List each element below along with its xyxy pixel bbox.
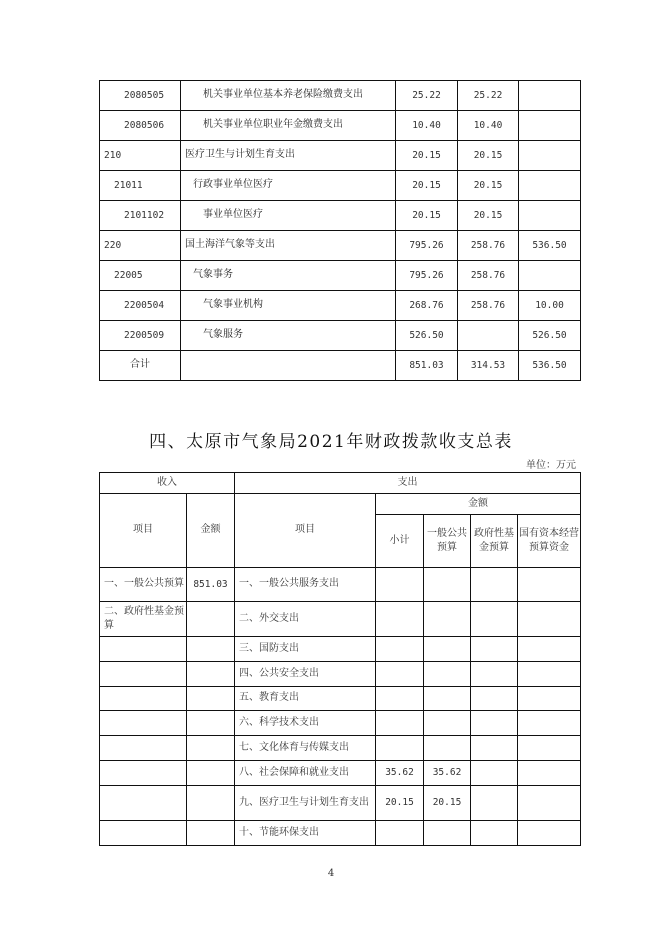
total-name [181,351,396,381]
row-code: 21011 [100,171,181,201]
row-total: 268.76 [396,291,458,321]
row-total: 20.15 [396,141,458,171]
row-total: 795.26 [396,261,458,291]
expense-fund [471,662,518,687]
income-item [100,786,187,821]
table-row [100,261,581,291]
table-row [100,81,581,111]
table-row [100,171,581,201]
header-expense: 支出 [235,473,581,494]
expense-item: 三、国防支出 [235,637,376,662]
fiscal-summary-table [99,472,581,846]
income-amount [187,602,235,637]
expense-item: 一、一般公共服务支出 [235,568,376,602]
row-basic: 10.40 [458,111,519,141]
row-code: 2080505 [100,81,181,111]
expense-fund [471,687,518,711]
expense-subtotal [376,662,424,687]
expense-general [424,637,471,662]
expense-general [424,662,471,687]
income-item [100,761,187,786]
income-item [100,687,187,711]
income-amount [187,736,235,761]
expense-general [424,736,471,761]
expense-general [424,821,471,846]
table-row [100,568,581,602]
table-row [100,602,581,637]
income-item [100,736,187,761]
expense-general [424,711,471,736]
table-row [100,637,581,662]
expense-capital [518,786,581,821]
expense-subtotal [376,687,424,711]
table-row [100,201,581,231]
expenditure-detail-table [99,80,581,381]
table-row [100,687,581,711]
expense-general: 35.62 [424,761,471,786]
expense-subtotal [376,821,424,846]
income-amount [187,761,235,786]
table-row [100,662,581,687]
expense-item: 十、节能环保支出 [235,821,376,846]
table-row [100,231,581,261]
expense-item: 二、外交支出 [235,602,376,637]
expense-capital [518,662,581,687]
row-name: 气象事务 [181,261,396,291]
expense-general [424,568,471,602]
income-amount: 851.03 [187,568,235,602]
header-income-amount: 金额 [187,494,235,568]
expense-fund [471,786,518,821]
total-project: 536.50 [519,351,581,381]
income-item [100,821,187,846]
row-project [519,201,581,231]
row-project [519,261,581,291]
expense-item: 五、教育支出 [235,687,376,711]
header-gov-fund: 政府性基金预算 [471,515,518,568]
row-name: 机关事业单位职业年金缴费支出 [181,111,396,141]
income-amount [187,786,235,821]
header-state-capital: 国有资本经营预算资金 [518,515,581,568]
total-row [100,351,581,381]
row-basic: 258.76 [458,261,519,291]
header-expense-amount: 金额 [376,494,581,515]
table-row [100,821,581,846]
row-total: 795.26 [396,231,458,261]
row-total: 10.40 [396,111,458,141]
expense-capital [518,602,581,637]
expense-capital [518,736,581,761]
expense-subtotal [376,568,424,602]
expense-fund [471,602,518,637]
expense-subtotal [376,711,424,736]
row-name: 国土海洋气象等支出 [181,231,396,261]
row-code: 2200509 [100,321,181,351]
row-basic: 258.76 [458,231,519,261]
income-item: 二、政府性基金预算 [100,602,187,637]
row-code: 2200504 [100,291,181,321]
expense-capital [518,687,581,711]
expense-item: 九、医疗卫生与计划生育支出 [235,786,376,821]
table-row [100,291,581,321]
row-project [519,81,581,111]
expense-capital [518,761,581,786]
row-code: 22005 [100,261,181,291]
expense-general [424,602,471,637]
header-income: 收入 [100,473,235,494]
expense-capital [518,637,581,662]
page-number: 4 [327,868,335,879]
expense-item: 八、社会保障和就业支出 [235,761,376,786]
header-expense-item: 项目 [235,494,376,568]
expense-subtotal [376,602,424,637]
row-code: 2080506 [100,111,181,141]
income-item: 一、一般公共预算 [100,568,187,602]
row-total: 526.50 [396,321,458,351]
table-row [100,321,581,351]
expense-fund [471,821,518,846]
row-project: 10.00 [519,291,581,321]
expense-fund [471,711,518,736]
expense-subtotal: 35.62 [376,761,424,786]
row-total: 25.22 [396,81,458,111]
table-row [100,141,581,171]
expense-subtotal: 20.15 [376,786,424,821]
income-amount [187,687,235,711]
expense-fund [471,761,518,786]
row-project [519,141,581,171]
expense-capital [518,711,581,736]
row-project [519,111,581,141]
header-income-item: 项目 [100,494,187,568]
expense-subtotal [376,637,424,662]
row-basic: 20.15 [458,141,519,171]
expense-item: 四、公共安全支出 [235,662,376,687]
row-code: 220 [100,231,181,261]
row-total: 20.15 [396,171,458,201]
row-total: 20.15 [396,201,458,231]
expense-fund [471,637,518,662]
income-item [100,662,187,687]
row-name: 事业单位医疗 [181,201,396,231]
income-amount [187,821,235,846]
row-basic: 20.15 [458,171,519,201]
row-name: 机关事业单位基本养老保险缴费支出 [181,81,396,111]
income-amount [187,711,235,736]
table-row [100,736,581,761]
row-name: 医疗卫生与计划生育支出 [181,141,396,171]
row-project: 526.50 [519,321,581,351]
row-basic: 25.22 [458,81,519,111]
expense-fund [471,568,518,602]
total-basic: 314.53 [458,351,519,381]
expense-capital [518,568,581,602]
header-subtotal: 小计 [376,515,424,568]
row-project [519,171,581,201]
expense-item: 七、文化体育与传媒支出 [235,736,376,761]
row-basic: 20.15 [458,201,519,231]
row-basic: 258.76 [458,291,519,321]
total-sum: 851.03 [396,351,458,381]
table-row [100,761,581,786]
unit-label: 单位：万元 [526,460,576,471]
expense-general: 20.15 [424,786,471,821]
expense-subtotal [376,736,424,761]
expense-capital [518,821,581,846]
income-item [100,637,187,662]
row-code: 2101102 [100,201,181,231]
expense-item: 六、科学技术支出 [235,711,376,736]
expense-fund [471,736,518,761]
income-amount [187,637,235,662]
income-amount [187,662,235,687]
header-general-budget: 一般公共预算 [424,515,471,568]
table-row [100,711,581,736]
row-project: 536.50 [519,231,581,261]
section-title: 四、太原市气象局2021年财政拨款收支总表 [149,432,513,452]
table-row [100,786,581,821]
table-row [100,111,581,141]
row-code: 210 [100,141,181,171]
income-item [100,711,187,736]
row-basic [458,321,519,351]
row-name: 行政事业单位医疗 [181,171,396,201]
total-label: 合计 [100,351,181,381]
row-name: 气象服务 [181,321,396,351]
expense-general [424,687,471,711]
row-name: 气象事业机构 [181,291,396,321]
